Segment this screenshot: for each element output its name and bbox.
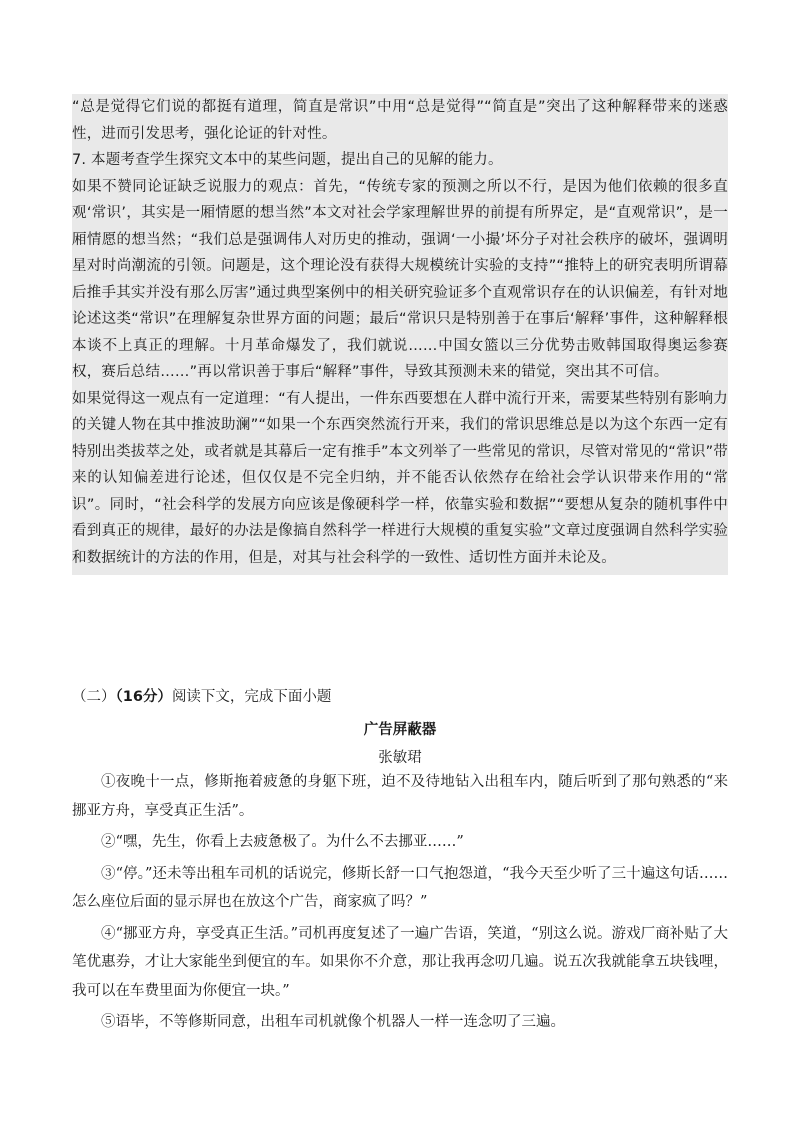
section-number: （二） <box>72 689 116 705</box>
story-paragraph: ②“嘿，先生，你看上去疲惫极了。为什么不去挪亚……” <box>101 834 464 850</box>
story-body <box>72 768 728 1040</box>
section-points: （16分） <box>115 689 172 705</box>
story-title: 广告屏蔽器 <box>363 722 437 738</box>
story-paragraph: ⑤语毕，不等修斯同意，出租车司机就像个机器人一样一连念叨了三遍。 <box>101 1014 565 1030</box>
answer-paragraph-4: 如果觉得这一观点有一定道理：“有人提出，一件东西要想在人群中流行开来，需要某些特别有影响力的关键人物在其中推波助澜”“如果一个东西突然流行开来，我们的常识思维总是以为这个东西一定有特别出类拔萃之处，或者就是其幕后一定有推手”本文列举了一些常见的常识，尽管对常见的“常识”带来的认知偏差进行论述，但仅仅是不完全归纳，并不能否认依然存在给社会学认识带来作用的“常识”。同时，“社会科学的发展方向应该是像硬科学一样，依靠实验和数据”“要想从复杂的随机事件中看到真正的规律，最好的办法是像搞自然科学一样进行大规模的重复实验”文章过度强调自然科学实验和数据统计的方法的作用，但是，对其与社会科学的一致性、适切性方面并未论及。 <box>72 390 728 566</box>
answer-explanation-block <box>72 94 728 575</box>
story-paragraph: ③“停。”还未等出租车司机的话说完，修斯长舒一口气抱怨道，“我今天至少听了三十遍这句话……怎么座位后面的显示屏也在放这个广告，商家疯了吗？” <box>72 865 728 910</box>
section-instruction: 阅读下文，完成下面小题 <box>171 689 332 705</box>
answer-paragraph-2: 7. 本题考查学生探究文本中的某些问题，提出自己的见解的能力。 <box>72 152 503 168</box>
answer-paragraph-1: “总是觉得它们说的都挺有道理，简直是常识”中用“总是觉得”“简直是”突出了这种解释带来的迷惑性，进而引发思考，强化论证的针对性。 <box>72 99 728 142</box>
section-heading <box>72 685 331 706</box>
story-paragraph: ①夜晚十一点，修斯拖着疲惫的身躯下班，迫不及待地钻入出租车内，随后听到了那句熟悉的“来挪亚方舟，享受真正生活”。 <box>72 774 728 819</box>
story-paragraph: ④“挪亚方舟，享受真正生活。”司机再度复述了一遍广告语，笑道，“别这么说。游戏厂商补贴了大笔优惠券，才让大家能坐到便宜的车。如果你不介意，那让我再念叨几遍。说五次我就能拿五块钱哩，我可以在车费里面为你便宜一块。” <box>72 925 728 999</box>
story-author: 张敏珺 <box>378 750 422 766</box>
answer-paragraph-3: 如果不赞同论证缺乏说服力的观点：首先，“传统专家的预测之所以不行，是因为他们依赖的很多直观‘常识’，其实是一厢情愿的想当然”本文对社会学家理解世界的前提有所界定，是“直观常识”，是一厢情愿的想当然；“我们总是强调伟人对历史的推动，强调‘一小撮’坏分子对社会秩序的破坏，强调明星对时尚潮流的引领。问题是，这个理论没有获得大规模统计实验的支持”“推特上的研究表明所谓幕后推手其实并没有那么厉害”通过典型案例中的相关研究验证多个直观常识存在的认识偏差，有针对地论述这类“常识”在理解复杂世界方面的问题；最后“常识只是特别善于在事后‘解释’事件，这种解释根本谈不上真正的理解。十月革命爆发了，我们就说……中国女篮以三分优势击败韩国取得奥运参赛权，赛后总结……”再以常识善于事后“解释”事件，导致其预测未来的错觉，突出其不可信。 <box>72 178 728 380</box>
